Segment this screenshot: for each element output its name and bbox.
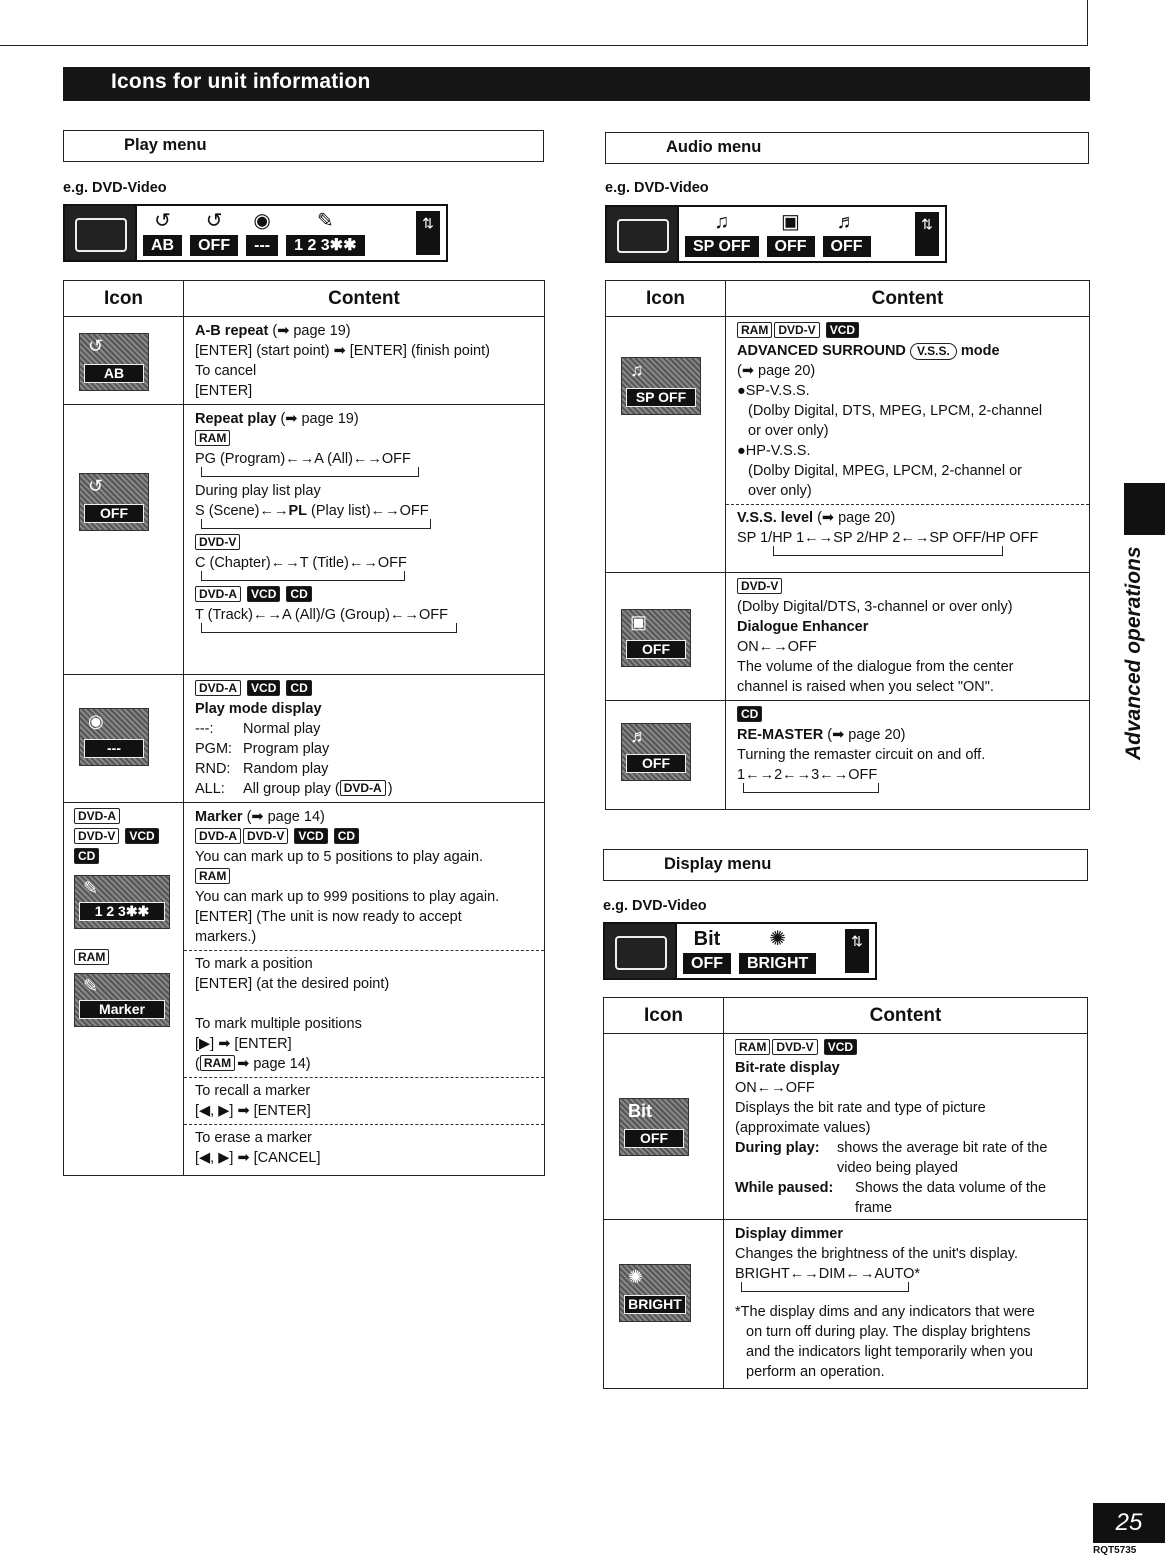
dvda-badge: DVD-A — [74, 808, 120, 824]
icon-spoff: SP OFF — [626, 388, 696, 407]
vcd-badge: VCD — [247, 586, 280, 602]
dvda-badge: DVD-A — [195, 828, 241, 844]
vcd-badge: VCD — [826, 322, 859, 338]
page-ref: (➡ page 14) — [246, 809, 325, 825]
dvdv-badge: DVD-V — [243, 828, 288, 844]
content-header: Content — [871, 287, 944, 309]
osd-off-tag: OFF — [823, 236, 871, 257]
row-heading: V.S.S. level — [737, 510, 814, 526]
row-line: or over only) — [748, 423, 829, 439]
cd-badge: CD — [286, 586, 311, 602]
row-label: During play: — [735, 1140, 820, 1156]
icon-header: Icon — [64, 281, 184, 316]
osd-off-tag: OFF — [683, 953, 731, 974]
top-rule-vertical — [1087, 0, 1088, 46]
content-header: Content — [869, 1004, 942, 1026]
row-line: To mark multiple positions — [195, 1016, 362, 1032]
footnote-line: and the indicators light temporarily when you — [746, 1344, 1033, 1360]
ab-repeat-icon: ↺ — [154, 210, 171, 232]
osd-off-tag: OFF — [190, 235, 238, 256]
remaster-icon: ♬ — [630, 726, 648, 746]
row-line: ON←→OFF — [737, 639, 817, 655]
row-line: (Dolby Digital, DTS, MPEG, LPCM, 2-channel — [748, 403, 1043, 419]
page-ref: ➡ page 14) — [237, 1056, 311, 1072]
osd-ab-tag: AB — [143, 235, 182, 256]
row-line: [ENTER] (start point) ➡ [ENTER] (finish point) — [195, 343, 490, 359]
ram-badge: RAM — [195, 430, 230, 446]
audio-example-label: e.g. DVD-Video — [605, 180, 709, 196]
ram-badge: RAM — [737, 322, 772, 338]
page-ref: (➡ page 19) — [280, 411, 359, 427]
mode-value: All group play — [243, 781, 331, 797]
row-line: [▶] ➡ [ENTER] — [195, 1036, 292, 1052]
cd-badge: CD — [286, 680, 311, 696]
row-line: video being played — [837, 1160, 958, 1176]
row-line: (Play list)←→OFF — [307, 503, 429, 519]
row-line: frame — [855, 1200, 893, 1216]
section-tab — [1124, 483, 1165, 535]
document-code: RQT5735 — [1093, 1545, 1137, 1556]
row-heading: ADVANCED SURROUND — [737, 343, 906, 359]
footnote-line: perform an operation. — [746, 1364, 885, 1380]
dvdv-badge: DVD-V — [195, 534, 240, 550]
content-header: Content — [328, 287, 400, 309]
vcd-badge: VCD — [247, 680, 280, 696]
row-line: markers.) — [195, 929, 257, 945]
ram-badge: RAM — [735, 1039, 770, 1055]
table-row — [604, 1220, 1087, 1388]
row-line: 1←→2←→3←→OFF — [737, 767, 878, 783]
icon-header: Icon — [606, 281, 726, 316]
dvdv-badge: DVD-V — [774, 322, 819, 338]
display-table — [603, 997, 1088, 1389]
row-line: ON←→OFF — [735, 1080, 815, 1096]
page-ref: (➡ page 19) — [272, 323, 351, 339]
table-row — [604, 1034, 1087, 1220]
repeat-icon: ↺ — [88, 476, 104, 496]
row-line: To recall a marker — [195, 1083, 311, 1099]
row-line: T (Track)←→A (All)/G (Group)←→OFF — [195, 607, 448, 623]
dvdv-badge: DVD-V — [772, 1039, 817, 1055]
row-line: [ENTER] (at the desired point) — [195, 976, 390, 992]
osd-spoff-tag: SP OFF — [685, 236, 759, 257]
row-line: To cancel — [195, 363, 257, 379]
row-line: You can mark up to 5 positions to play again. — [195, 849, 484, 865]
vcd-badge: VCD — [294, 828, 327, 844]
surround-icon: ♫ — [714, 211, 730, 233]
row-heading: mode — [960, 343, 1000, 359]
play-menu-title: Play menu — [63, 130, 544, 162]
ab-repeat-icon: ↺ — [88, 336, 104, 356]
icon-ab: AB — [84, 364, 144, 383]
dvdv-badge: DVD-V — [74, 828, 119, 844]
row-line: Shows the data volume of the — [855, 1180, 1047, 1196]
remaster-icon: ♬ — [836, 211, 857, 233]
row-heading: Dialogue Enhancer — [737, 619, 869, 635]
ram-badge: RAM — [195, 868, 230, 884]
row-heading: Play mode display — [195, 701, 322, 717]
icon-off: OFF — [626, 754, 686, 773]
mode-key: RND: — [195, 761, 231, 777]
up-down-arrow-icon: ⇅ — [915, 212, 939, 256]
display-example-label: e.g. DVD-Video — [603, 898, 707, 914]
icon-header: Icon — [604, 998, 724, 1033]
display-icon — [605, 924, 677, 978]
osd-mode-tag: --- — [246, 235, 278, 256]
top-rule — [0, 45, 1088, 46]
table-row — [64, 405, 544, 675]
row-line: ●SP-V.S.S. — [737, 383, 810, 399]
osd-bright-tag: BRIGHT — [739, 953, 816, 974]
brightness-icon: ✺ — [628, 1267, 644, 1287]
row-line: PG (Program)←→A (All)←→OFF — [195, 451, 411, 467]
play-table — [63, 280, 545, 1176]
mode-key: ALL: — [195, 781, 225, 797]
row-heading: Marker — [195, 809, 243, 825]
row-heading: Repeat play — [195, 411, 277, 427]
row-line: You can mark up to 999 positions to play again. — [195, 889, 500, 905]
page-ref: (➡ page 20) — [737, 363, 816, 379]
row-heading: Display dimmer — [735, 1226, 843, 1242]
cd-badge: CD — [74, 848, 99, 864]
vss-badge: V.S.S. — [910, 343, 957, 360]
row-line: S (Scene)←→ — [195, 503, 289, 519]
dialogue-icon: ▣ — [630, 612, 648, 632]
ram-badge: RAM — [200, 1055, 235, 1071]
play-example-label: e.g. DVD-Video — [63, 180, 167, 196]
row-line: PL — [288, 503, 308, 519]
dvdv-badge: DVD-V — [737, 578, 782, 594]
footnote-line: on turn off during play. The display brightens — [746, 1324, 1031, 1340]
play-osd-bar — [63, 204, 448, 262]
up-down-arrow-icon: ⇅ — [416, 211, 440, 255]
bitrate-icon: Bit — [693, 928, 721, 950]
row-label: While paused: — [735, 1180, 834, 1196]
audio-menu-title: Audio menu — [605, 132, 1089, 164]
footnote-line: *The display dims and any indicators that were — [735, 1304, 1035, 1320]
row-heading: Bit-rate display — [735, 1060, 840, 1076]
display-menu-title: Display menu — [603, 849, 1088, 881]
marker-icon: ✎ — [83, 878, 99, 898]
row-line: [◀, ▶] ➡ [CANCEL] — [195, 1150, 321, 1166]
bitrate-icon: Bit — [628, 1101, 652, 1121]
section-side-label: Advanced operations — [1122, 546, 1145, 760]
marker-icon: ✎ — [83, 976, 99, 996]
row-line: The volume of the dialogue from the center — [737, 659, 1014, 675]
mode-value: Random play — [243, 761, 329, 777]
row-heading: RE-MASTER — [737, 727, 824, 743]
dialogue-icon: ▣ — [781, 211, 800, 233]
row-line: C (Chapter)←→T (Title)←→OFF — [195, 555, 407, 571]
display-osd-bar — [603, 922, 877, 980]
disc-icon — [65, 206, 137, 260]
icon-marker-count: 1 2 3✱✱ — [79, 902, 165, 921]
audio-osd-bar — [605, 205, 947, 263]
repeat-icon: ↺ — [205, 210, 223, 232]
icon-bright: BRIGHT — [624, 1295, 686, 1314]
row-line: ●HP-V.S.S. — [737, 443, 811, 459]
table-row: ◉ --- DVD-A VCD CD Play mode display ---: Normal play PGM: Program play RND: Random play ALL: All group play ( DVD-A ) — [64, 675, 544, 803]
row-line: shows the average bit rate of the — [837, 1140, 1048, 1156]
table-row — [606, 317, 1089, 573]
row-line: Displays the bit rate and type of picture — [735, 1100, 986, 1116]
row-line: [ENTER] (The unit is now ready to accept — [195, 909, 462, 925]
speaker-icon — [607, 207, 679, 261]
surround-icon: ♫ — [630, 360, 644, 380]
row-line: (Dolby Digital/DTS, 3-channel or over only) — [737, 599, 1013, 615]
osd-marker-tag: 1 2 3✱✱ — [286, 235, 364, 256]
row-line: [ENTER] — [195, 383, 253, 399]
table-row — [606, 573, 1089, 701]
play-mode-icon: ◉ — [88, 711, 104, 731]
mode-value: Normal play — [243, 721, 321, 737]
table-row — [64, 317, 544, 405]
audio-table — [605, 280, 1090, 810]
mode-key: PGM: — [195, 741, 233, 757]
dvda-badge: DVD-A — [195, 680, 241, 696]
row-line: To mark a position — [195, 956, 313, 972]
icon-marker: Marker — [79, 1000, 165, 1019]
icon-mode: --- — [84, 739, 144, 758]
page-ref: (➡ page 20) — [817, 510, 896, 526]
row-line: channel is raised when you select "ON". — [737, 679, 994, 695]
cd-badge: CD — [334, 828, 359, 844]
mode-value: Program play — [243, 741, 330, 757]
row-line: SP 1/HP 1←→SP 2/HP 2←→SP OFF/HP OFF — [737, 530, 1039, 546]
ram-badge: RAM — [74, 949, 109, 965]
row-line: BRIGHT←→DIM←→AUTO* — [735, 1266, 921, 1282]
page-ref: (➡ page 20) — [827, 727, 906, 743]
vcd-badge: VCD — [824, 1039, 857, 1055]
row-line: (Dolby Digital, MPEG, LPCM, 2-channel or — [748, 463, 1022, 479]
page-banner: Icons for unit information — [63, 67, 1090, 101]
cd-badge: CD — [737, 706, 762, 722]
row-line: Turning the remaster circuit on and off. — [737, 747, 986, 763]
dvda-badge: DVD-A — [195, 586, 241, 602]
row-line: (approximate values) — [735, 1120, 871, 1136]
osd-off-tag: OFF — [767, 236, 815, 257]
row-heading: A-B repeat — [195, 323, 269, 339]
table-row: DVD-A DVD-V VCD CD ✎ 1 2 3✱✱ RAM ✎ Marker Marker (➡ page 14) DVD-A DVD-V VCD CD You can mark up to 5 positions to play again. RAM You can mark up to 999 positions to play again. [ENTER] (The unit is now ready to accept markers.) To mark a position [ENTER] (at the desired point) To mark multiple positions [▶] ➡ [ENTER] ( RAM ➡ page 14) To recall a marker [◀, ▶] ➡ [ENTER] To erase a marker [◀, ▶] ➡ [CANCEL] — [64, 803, 544, 1175]
brightness-icon: ✺ — [769, 928, 787, 950]
icon-off: OFF — [626, 640, 686, 659]
row-line: [◀, ▶] ➡ [ENTER] — [195, 1103, 311, 1119]
play-mode-icon: ◉ — [253, 210, 271, 232]
row-line: During play list play — [195, 483, 321, 499]
row-line: over only) — [748, 483, 812, 499]
mode-key: ---: — [195, 721, 214, 737]
icon-off: OFF — [624, 1129, 684, 1148]
up-down-arrow-icon: ⇅ — [845, 929, 869, 973]
icon-off: OFF — [84, 504, 144, 523]
dvda-badge: DVD-A — [340, 780, 386, 796]
marker-icon: ✎ — [316, 210, 334, 232]
vcd-badge: VCD — [125, 828, 158, 844]
table-row — [606, 701, 1089, 809]
row-line: To erase a marker — [195, 1130, 312, 1146]
row-line: Changes the brightness of the unit's display. — [735, 1246, 1019, 1262]
page-number: 25 — [1093, 1503, 1165, 1543]
